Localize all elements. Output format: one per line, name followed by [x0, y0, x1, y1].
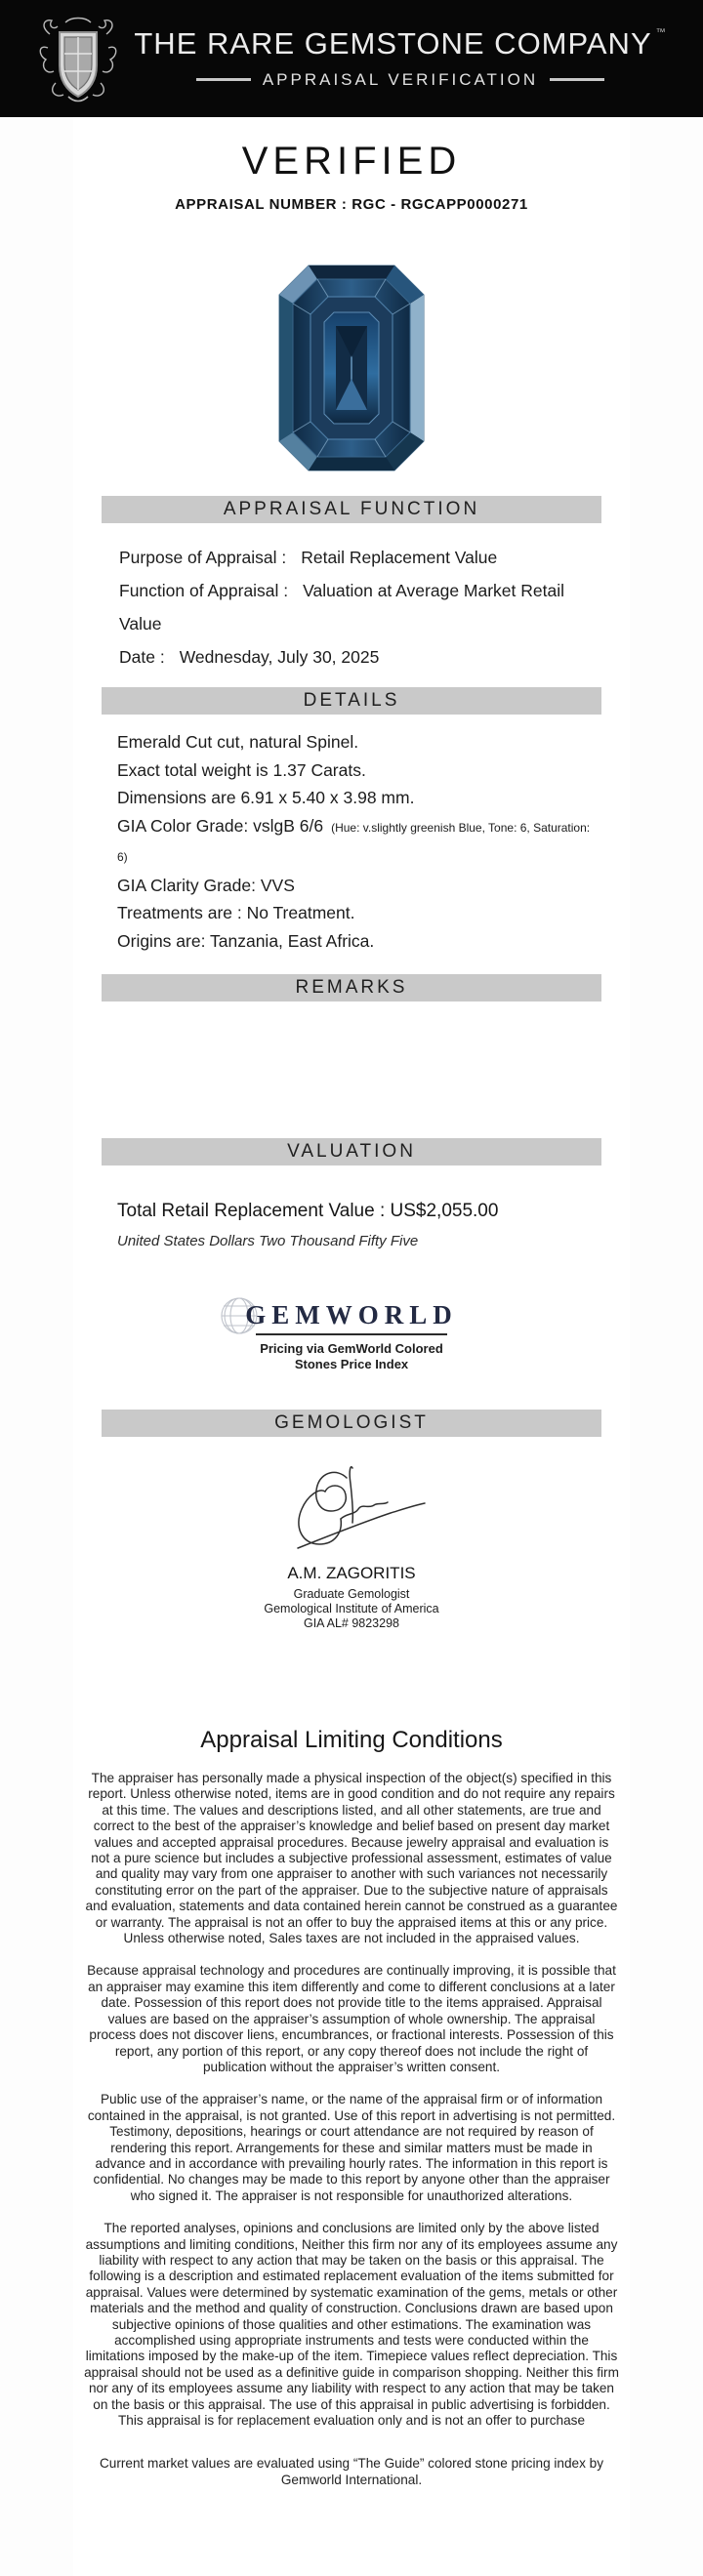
- section-header-gemologist: GEMOLOGIST: [102, 1410, 601, 1437]
- gemworld-logo-text: GEMWORLD: [245, 1300, 458, 1329]
- function-row: [119, 574, 601, 640]
- company-name: THE RARE GEMSTONE COMPANY ™: [134, 26, 667, 61]
- pricing-caption-line2: Stones Price Index: [294, 1357, 409, 1371]
- limiting-conditions-paragraph-3: Public use of the appraiser’s name, or the name of the appraisal firm or of information contained in the appraisal, is not granted. Use of this report in advertising is not permitted. Testimony, depositions, hearings or court attendance are not required by reason of rendering this report. Arrangements for these and similar matters must be made in advance and in accordance with prevailing hourly rates. The information in this report is confidential. No changes may be made to this report by anyone other than the appraiser who signed it. The appraiser is not responsible for unauthorized alterations.: [87, 2092, 616, 2203]
- color-grade-note: (Hue: v.slightly greenish Blue, Tone: 6, Saturation: 6): [117, 820, 591, 864]
- gemologist-name: A.M. ZAGORITIS: [287, 1564, 416, 1582]
- date-label: Date :: [119, 647, 165, 667]
- pricing-index-footnote: Current market values are evaluated using “The Guide” colored stone pricing index by Gemworld International.: [99, 2456, 604, 2487]
- detail-weight: Exact total weight is 1.37 Carats.: [117, 759, 366, 780]
- verified-status: VERIFIED: [241, 140, 462, 183]
- section-header-valuation: VALUATION: [102, 1138, 601, 1165]
- purpose-row: [119, 541, 601, 574]
- limiting-conditions-heading: Appraisal Limiting Conditions: [200, 1727, 503, 1753]
- detail-cut: Emerald Cut cut, natural Spinel.: [117, 732, 359, 752]
- limiting-conditions-paragraph-1: The appraiser has personally made a physical inspection of the object(s) specified in this report. Unless otherwise noted, items are in good condition and do not require any repairs at this time. The values and descriptions listed, and all other statements, are true and correct to the best of the appraiser’s knowledge and belief based on present day market values and accepted appraisal procedures. Because jewelry appraisal and evaluation is not a pure science but includes a subjective professional assessment, estimates of value and quality may vary from one appraiser to another with such variances not necessarily constituting error on the part of the appraiser. Due to the subjective nature of appraisals and evaluation, statements and data contained herein cannot be construed as a guarantee or warranty. The appraisal is not an offer to buy the appraised items at this or any price. Unless otherwise noted, Sales taxes are not included in the appraised values.: [85, 1771, 618, 1946]
- certificate-body: [73, 117, 630, 2576]
- gemologist-license: GIA AL# 9823298: [303, 1616, 399, 1630]
- gemologist-signature: [269, 1462, 434, 1556]
- subtitle-rule-right: [550, 78, 604, 81]
- gemologist-credential: Graduate Gemologist: [293, 1587, 410, 1601]
- pricing-source-block: [102, 1300, 601, 1372]
- gemstone-photo: [277, 264, 426, 472]
- masthead: [0, 0, 703, 117]
- limiting-conditions-paragraph-4: The reported analyses, opinions and conclusions are limited only by the above listed assumptions and limiting conditions, Neither this firm nor any of its employees assume any liability with respect to any action that may be taken on the basis or this appraisal. The following is a description and estimated replacement evaluation of the items submitted for appraisal. Values were determined by systematic examination of the gems, metals or other materials and the method and quality of construction. Conclusions drawn are based upon subjective opinions of those qualities and other estimations. The examination was accomplished using appropriate instruments and tests were conducted within the limitations imposed by the make-up of the item. Timepiece values reflect depreciation. This appraisal should not be used as a definitive guide in comparison shopping. Neither this firm nor any of its employees assume any liability with respect to any action that may be taken on the basis or this appraisal. The use of this appraisal in public advertising is forbidden. This appraisal is for replacement evaluation only and is not an offer to purchase: [84, 2221, 619, 2429]
- trademark-symbol: ™: [655, 27, 667, 39]
- section-header-appraisal-function: APPRAISAL FUNCTION: [102, 496, 601, 523]
- subtitle-rule-left: [196, 78, 251, 81]
- masthead-subtitle: APPRAISAL VERIFICATION: [262, 69, 539, 89]
- limiting-conditions-paragraph-2: Because appraisal technology and procedures are continually improving, it is possible that an appraiser may examine this item differently and come to different conclusions at a later date. Possession of this report does not provide title to the items appraised. Appraisal values are based on the appraiser’s assumption of whole ownership. The appraisal process does not discover liens, encumbrances, or fractional interests. Possession of this report, any portion of this report, or any copy thereof does not include the right of publication without the appraiser’s written consent.: [87, 1963, 616, 2074]
- function-value: Valuation at Average Market Retail Value: [119, 581, 564, 634]
- detail-color-grade: GIA Color Grade: vslgB 6/6 (Hue: v.slightly greenish Blue, Tone: 6, Saturation: 6): [117, 815, 591, 864]
- pricing-caption-line1: Pricing via GemWorld Colored: [260, 1341, 443, 1356]
- value-in-words: United States Dollars Two Thousand Fifty Five: [117, 1233, 419, 1249]
- section-header-remarks: REMARKS: [102, 974, 601, 1002]
- purpose-value: Retail Replacement Value: [301, 548, 498, 567]
- section-header-details: DETAILS: [102, 687, 601, 715]
- detail-dimensions: Dimensions are 6.91 x 5.40 x 3.98 mm.: [117, 788, 415, 807]
- detail-clarity-grade: GIA Clarity Grade: VVS: [117, 875, 295, 895]
- purpose-label: Purpose of Appraisal :: [119, 548, 287, 567]
- gemworld-rule: [256, 1333, 447, 1335]
- date-value: Wednesday, July 30, 2025: [179, 647, 380, 667]
- appraisal-number: APPRAISAL NUMBER : RGC - RGCAPP0000271: [175, 196, 528, 213]
- detail-origins: Origins are: Tanzania, East Africa.: [117, 930, 375, 951]
- total-replacement-value: Total Retail Replacement Value : US$2,055.00: [117, 1201, 499, 1221]
- function-label: Function of Appraisal :: [119, 581, 289, 600]
- gemologist-institute: Gemological Institute of America: [264, 1602, 439, 1615]
- detail-treatments: Treatments are : No Treatment.: [117, 903, 355, 922]
- date-row: [119, 640, 601, 674]
- company-crest-logo: [36, 15, 120, 104]
